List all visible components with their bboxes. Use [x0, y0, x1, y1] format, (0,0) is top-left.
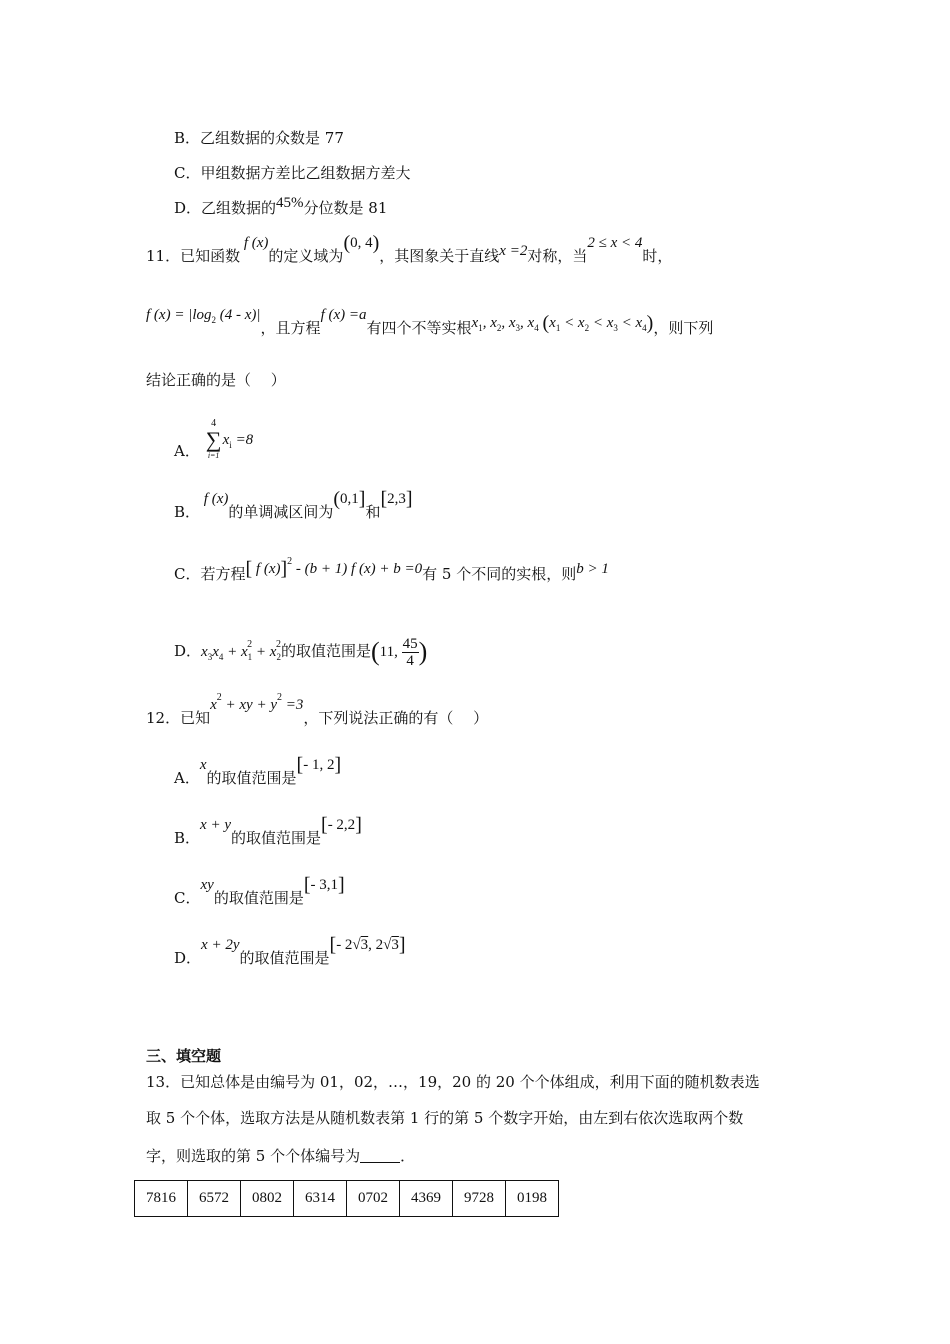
math-range-a: [- 1, 2]	[296, 754, 342, 776]
q11-stem-line2: f $(x) = |\log_2$ (4 - x)|，且方程f (x) =a有四个不等实根$x_1$, $x_2$, $x_3$, $x_4$ $(x_1 < x_2 < x_3 < x_4)$，则下列	[146, 307, 714, 337]
q12-option-d: D．x + 2y的取值范围是[- 2√3, 2√3]	[174, 934, 406, 967]
math-f-eq-a: f (x) =a	[320, 307, 367, 323]
math-equation: [ f (x)]$^2$ - (b + 1) f (x) + b =0	[245, 556, 423, 580]
math-f-x: f (x)	[240, 235, 269, 251]
random-number-table	[134, 1180, 559, 1217]
math-f-x: f (x)	[200, 491, 229, 507]
q11-option-d: D．$x_3x_4 + x_1^2 + x_2^2$的取值范围是(11, $\frac{45}{4}$ )	[174, 636, 428, 669]
table-cell: 7816	[135, 1181, 188, 1217]
math-condition: $x^2$ + xy + $y^2 =3$	[210, 692, 304, 713]
math-roots: $x_1$, $x_2$, $x_3$, $x_4$ $(x_1 < x_2 < x_3 < x_4)$	[471, 312, 654, 334]
math-b-gt-1: b > 1	[576, 561, 609, 577]
math-x-eq-2: x =2	[499, 243, 528, 259]
math-range-d: [- 2√3, 2√3]	[329, 934, 406, 956]
math-interval-2: [2,3]	[380, 488, 413, 510]
table-cell: 6572	[188, 1181, 241, 1217]
table-cell: 0198	[506, 1181, 559, 1217]
section-title: 三、填空题	[146, 1047, 222, 1065]
q11-stem-line1: 11．已知函数 f (x)的定义域为(0, 4)，其图象关于直线x =2对称，当2 ≤ x < 4时，	[146, 232, 673, 265]
q11-option-b: B． f (x)的单调减区间为(0,1]和[2,3]	[174, 488, 413, 521]
q10-option-d: D．乙组数据的45%分位数是 81	[174, 195, 388, 217]
math-range-b: [- 2,2]	[321, 814, 362, 836]
q12-option-c: C．xy的取值范围是[- 3,1]	[174, 874, 345, 907]
q13-line1: 13．已知总体是由编号为 01，02，…，19，20 的 20 个个体组成，利用下面的随机数表选	[146, 1073, 760, 1091]
table-cell: 9728	[453, 1181, 506, 1217]
math-range-c: [- 3,1]	[303, 874, 345, 896]
table-cell: 0802	[241, 1181, 294, 1217]
q11-option-c: C．若方程[ f (x)]$^2$ - (b + 1) f (x) + b =0有 5 个不同的实根，则b > 1	[174, 556, 609, 583]
table-cell: 6314	[294, 1181, 347, 1217]
math-domain: (0, 4)	[343, 232, 380, 254]
math-sum: 4 ∑ i=1	[205, 418, 222, 460]
math-range: (11, $\frac{45}{4}$ )	[370, 636, 428, 669]
table-row	[135, 1181, 559, 1217]
q11-option-a: A． 4 ∑ i=1 $x_i =8$	[174, 418, 254, 460]
math-interval-1: (0,1]	[333, 488, 366, 510]
q12-option-b: B．x + y的取值范围是[- 2,2]	[174, 814, 362, 847]
q12-option-a: A．x的取值范围是[- 1, 2]	[174, 754, 342, 787]
math-interval: 2 ≤ x < 4	[587, 235, 643, 251]
q11-stem-line3: 结论正确的是（ ）	[146, 371, 286, 389]
q10-option-b: B．乙组数据的众数是 77	[174, 129, 344, 147]
q10-option-c: C．甲组数据方差比乙组数据方差大	[174, 164, 411, 182]
answer-blank[interactable]	[360, 1148, 400, 1163]
math-f-def: f $(x) = |\log_2$ (4 - x)|	[146, 307, 261, 325]
q13-line3: 字，则选取的第 5 个个体编号为 ．	[146, 1147, 416, 1165]
table-cell: 4369	[400, 1181, 453, 1217]
math-sum-body: $x_i =8$	[222, 432, 254, 450]
q13-line2: 取 5 个个体，选取方法是从随机数表第 1 行的第 5 个数字开始，由左到右依次选取两个数	[146, 1109, 744, 1127]
math-expr: $x_3x_4 + x_1^2 + x_2^2$	[201, 638, 281, 662]
q12-stem: 12．已知$x^2$ + xy + $y^2 =3$，下列说法正确的有（ ）	[146, 692, 489, 727]
table-cell: 0702	[347, 1181, 400, 1217]
